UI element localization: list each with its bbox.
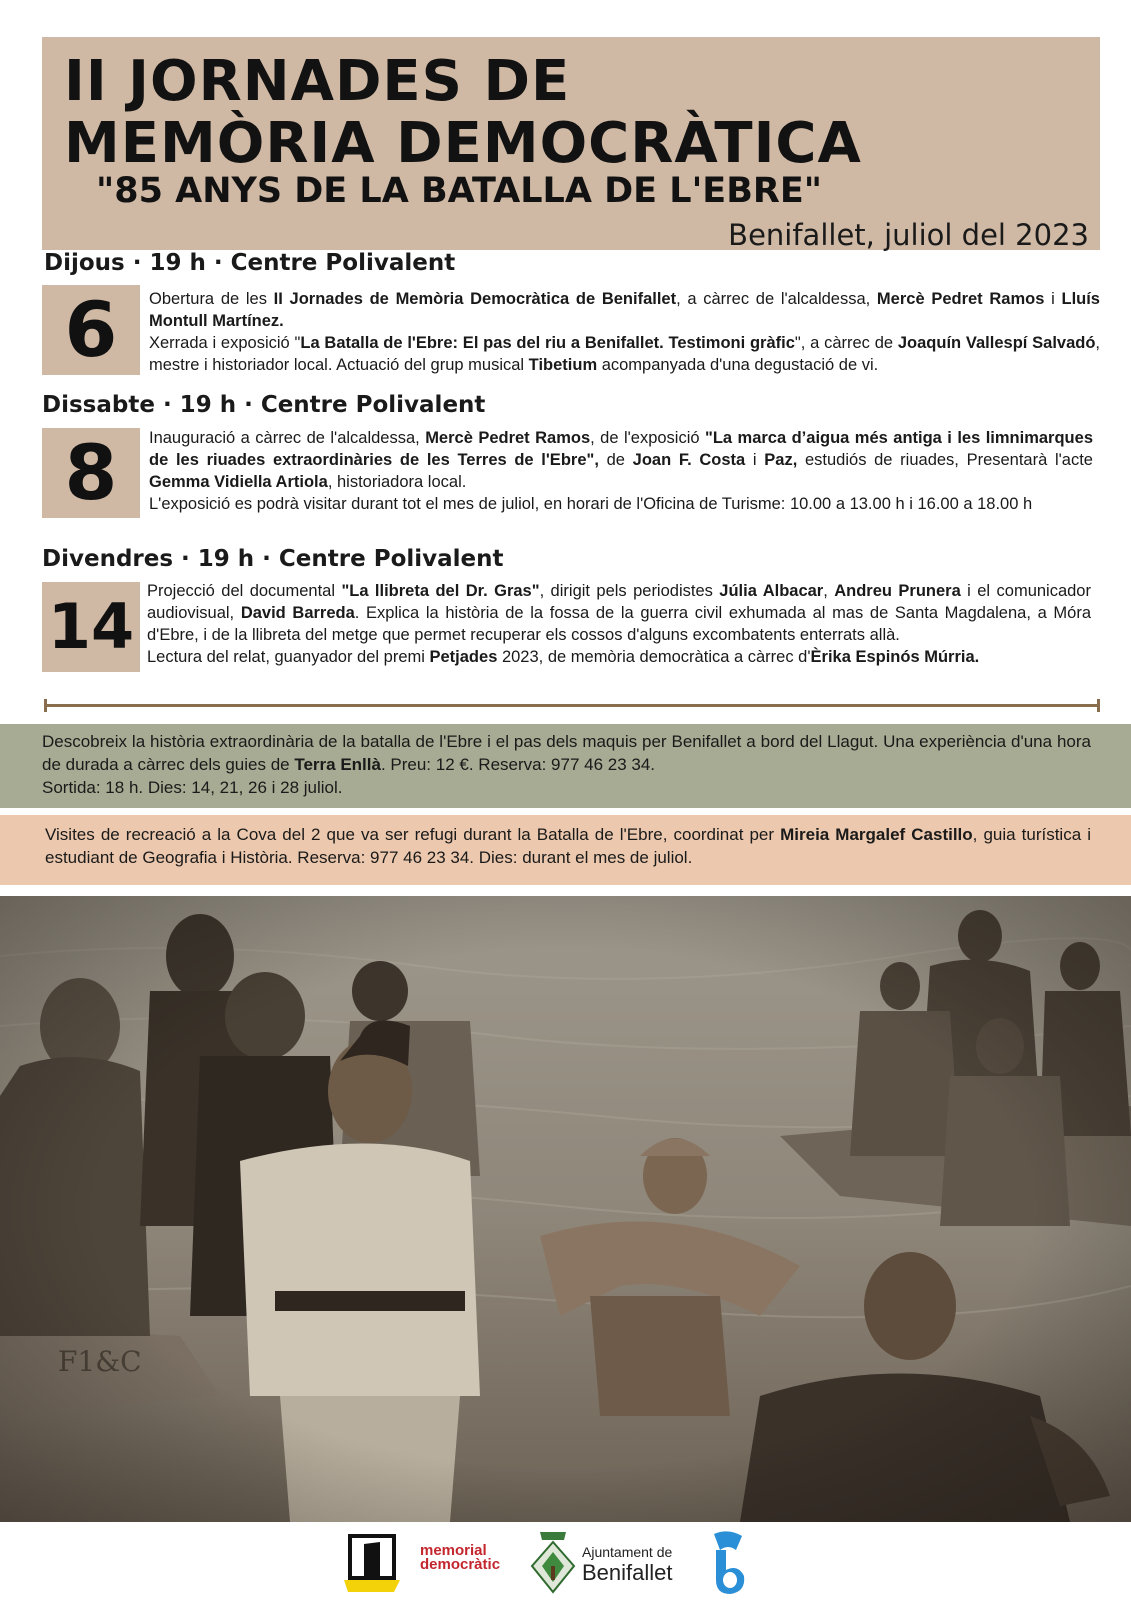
day-number-8: 8 [42,428,140,518]
bold-text-run: Tibetium [528,356,598,374]
event-paragraph [149,288,1100,332]
poster-title [64,51,862,175]
memorial-logo-line1: memorial [420,1542,487,1559]
museum-door-logo [344,1534,400,1594]
bold-text-run: David Barreda [240,604,355,622]
text-run: Xerrada i exposició " [149,334,301,352]
text-run: acompanyada d'una degustació de vi. [597,356,879,374]
bold-text-run: "La marca d’aigua més antiga i les limnimarques de les riuades extraordinàries de les Terres de l'Ebre", [149,429,1093,469]
text-run: , a càrrec de l'alcaldessa, [676,290,877,308]
event-heading-dissabte: Dissabte · 19 h · Centre Polivalent [42,392,486,418]
event-heading-dijous: Dijous · 19 h · Centre Polivalent [44,250,456,276]
bold-text-run: Gemma Vidiella Artiola [149,473,328,491]
text-run: Projecció del documental [147,582,342,600]
text-run: Sortida: 18 h. Dies: 14, 21, 26 i 28 juliol. [42,778,343,797]
bold-text-run: Júlia Albacar [719,582,824,600]
bold-text-run: Joan F. Costa [632,451,746,469]
text-run: i [1044,290,1062,308]
text-run: Obertura de les [149,290,274,308]
bold-text-run: Mireia Margalef Castillo [780,825,973,844]
event-paragraph [147,646,1091,668]
bold-text-run: Mercè Pedret Ramos [425,429,591,447]
text-run: de [598,451,633,469]
bold-text-run: Èrika Espinós Múrria. [810,648,980,666]
event-heading-divendres: Divendres · 19 h · Centre Polivalent [42,546,504,572]
bold-text-run: Mercè Pedret Ramos [876,290,1045,308]
event-text-dissabte [149,427,1093,515]
benifallet-b-logo [706,1530,750,1596]
text-run: estudiós de riuades, Presentarà l'acte [797,451,1093,469]
title-line-2: MEMÒRIA DEMOCRÀTICA [64,111,862,176]
llagut-info-band [0,724,1131,808]
bold-text-run: Lluís Montull Martínez. [149,290,1100,330]
event-text-divendres [147,580,1091,668]
text-run: , de l'exposició [590,429,706,447]
text-run: Visites de recreació a la Cova del 2 que va ser refugi durant la Batalla de l'Ebre, coordinat per [45,825,781,844]
sponsor-logos [0,1526,1131,1600]
ajuntament-logo-line1: Ajuntament de [582,1544,673,1560]
text-run: , [823,582,835,600]
text-run: , dirigit pels periodistes [539,582,720,600]
title-line-1: II JORNADES DE [64,49,571,114]
benifallet-coat-of-arms-icon [530,1530,576,1596]
place-date: Benifallet, juliol del 2023 [728,218,1089,252]
llagut-info-text [42,730,1091,799]
memorial-logo-line2: democràtic [420,1556,501,1573]
text-run: 2023, de memòria democràtica a càrrec d' [497,648,811,666]
bold-text-run: Petjades [429,648,498,666]
poster-subtitle: "85 ANYS DE LA BATALLA DE L'EBRE" [96,171,822,211]
cova-info-text [45,823,1091,869]
text-run: L'exposició es podrà visitar durant tot el mes de juliol, en horari de l'Oficina de Turisme: 10.00 a 13.00 h i 16.00 a 18.00 h [149,495,1033,513]
event-paragraph [149,427,1093,493]
day-number-14: 14 [42,582,140,672]
text-run: Descobreix la història extraordinària de la batalla de l'Ebre i el pas dels maquis per Benifallet a bord del Llagut. Una experiència d'una hora de durada a càrrec dels guies de [42,732,1091,774]
text-run: ", a càrrec de [794,334,898,352]
text-run: Lectura del relat, guanyador del premi [147,648,430,666]
bold-text-run: Paz, [764,451,798,469]
text-run: . Preu: 12 €. Reserva: 977 46 23 34. [380,755,656,774]
text-run: . Explica la història de la fossa de la guerra civil exhumada al mas de Santa Magdalena, a Móra d'Ebre, i de la llibreta del metge que permet recuperar els cossos d'alguns excombatents enterrats allà. [147,604,1091,644]
day-number-6: 6 [42,285,140,375]
bold-text-run: "La llibreta del Dr. Gras" [341,582,540,600]
event-paragraph [149,332,1100,376]
bold-text-run: Andreu Prunera [834,582,961,600]
cova-info-band [0,815,1131,885]
memorial-democratic-logo [420,1544,512,1584]
section-divider [44,704,1100,707]
text-run: , guia turística i estudiant de Geografia i Història. Reserva: 977 46 23 34. Dies: durant el mes de juliol. [45,825,1091,867]
text-run: , mestre i historiador local. Actuació del grup musical [149,334,1101,374]
text-run: i [745,451,765,469]
ajuntament-benifallet-logo [530,1530,690,1596]
event-paragraph [147,580,1091,646]
historical-photo [0,896,1131,1522]
bold-text-run: La Batalla de l'Ebre: El pas del riu a Benifallet. Testimoni gràfic [300,334,795,352]
bold-text-run: Terra Enllà [294,755,381,774]
ajuntament-logo-line2: Benifallet [582,1560,673,1585]
event-paragraph [149,493,1093,515]
text-run: i el comunicador audiovisual, [147,582,1091,622]
event-text-dijous [149,288,1100,376]
bold-text-run: II Jornades de Memòria Democràtica de Benifallet [273,290,677,308]
soldiers-river-crossing-photo [0,896,1131,1522]
text-run: , historiadora local. [327,473,467,491]
bold-text-run: Joaquín Vallespí Salvadó [897,334,1096,352]
text-run: Inauguració a càrrec de l'alcaldessa, [149,429,426,447]
